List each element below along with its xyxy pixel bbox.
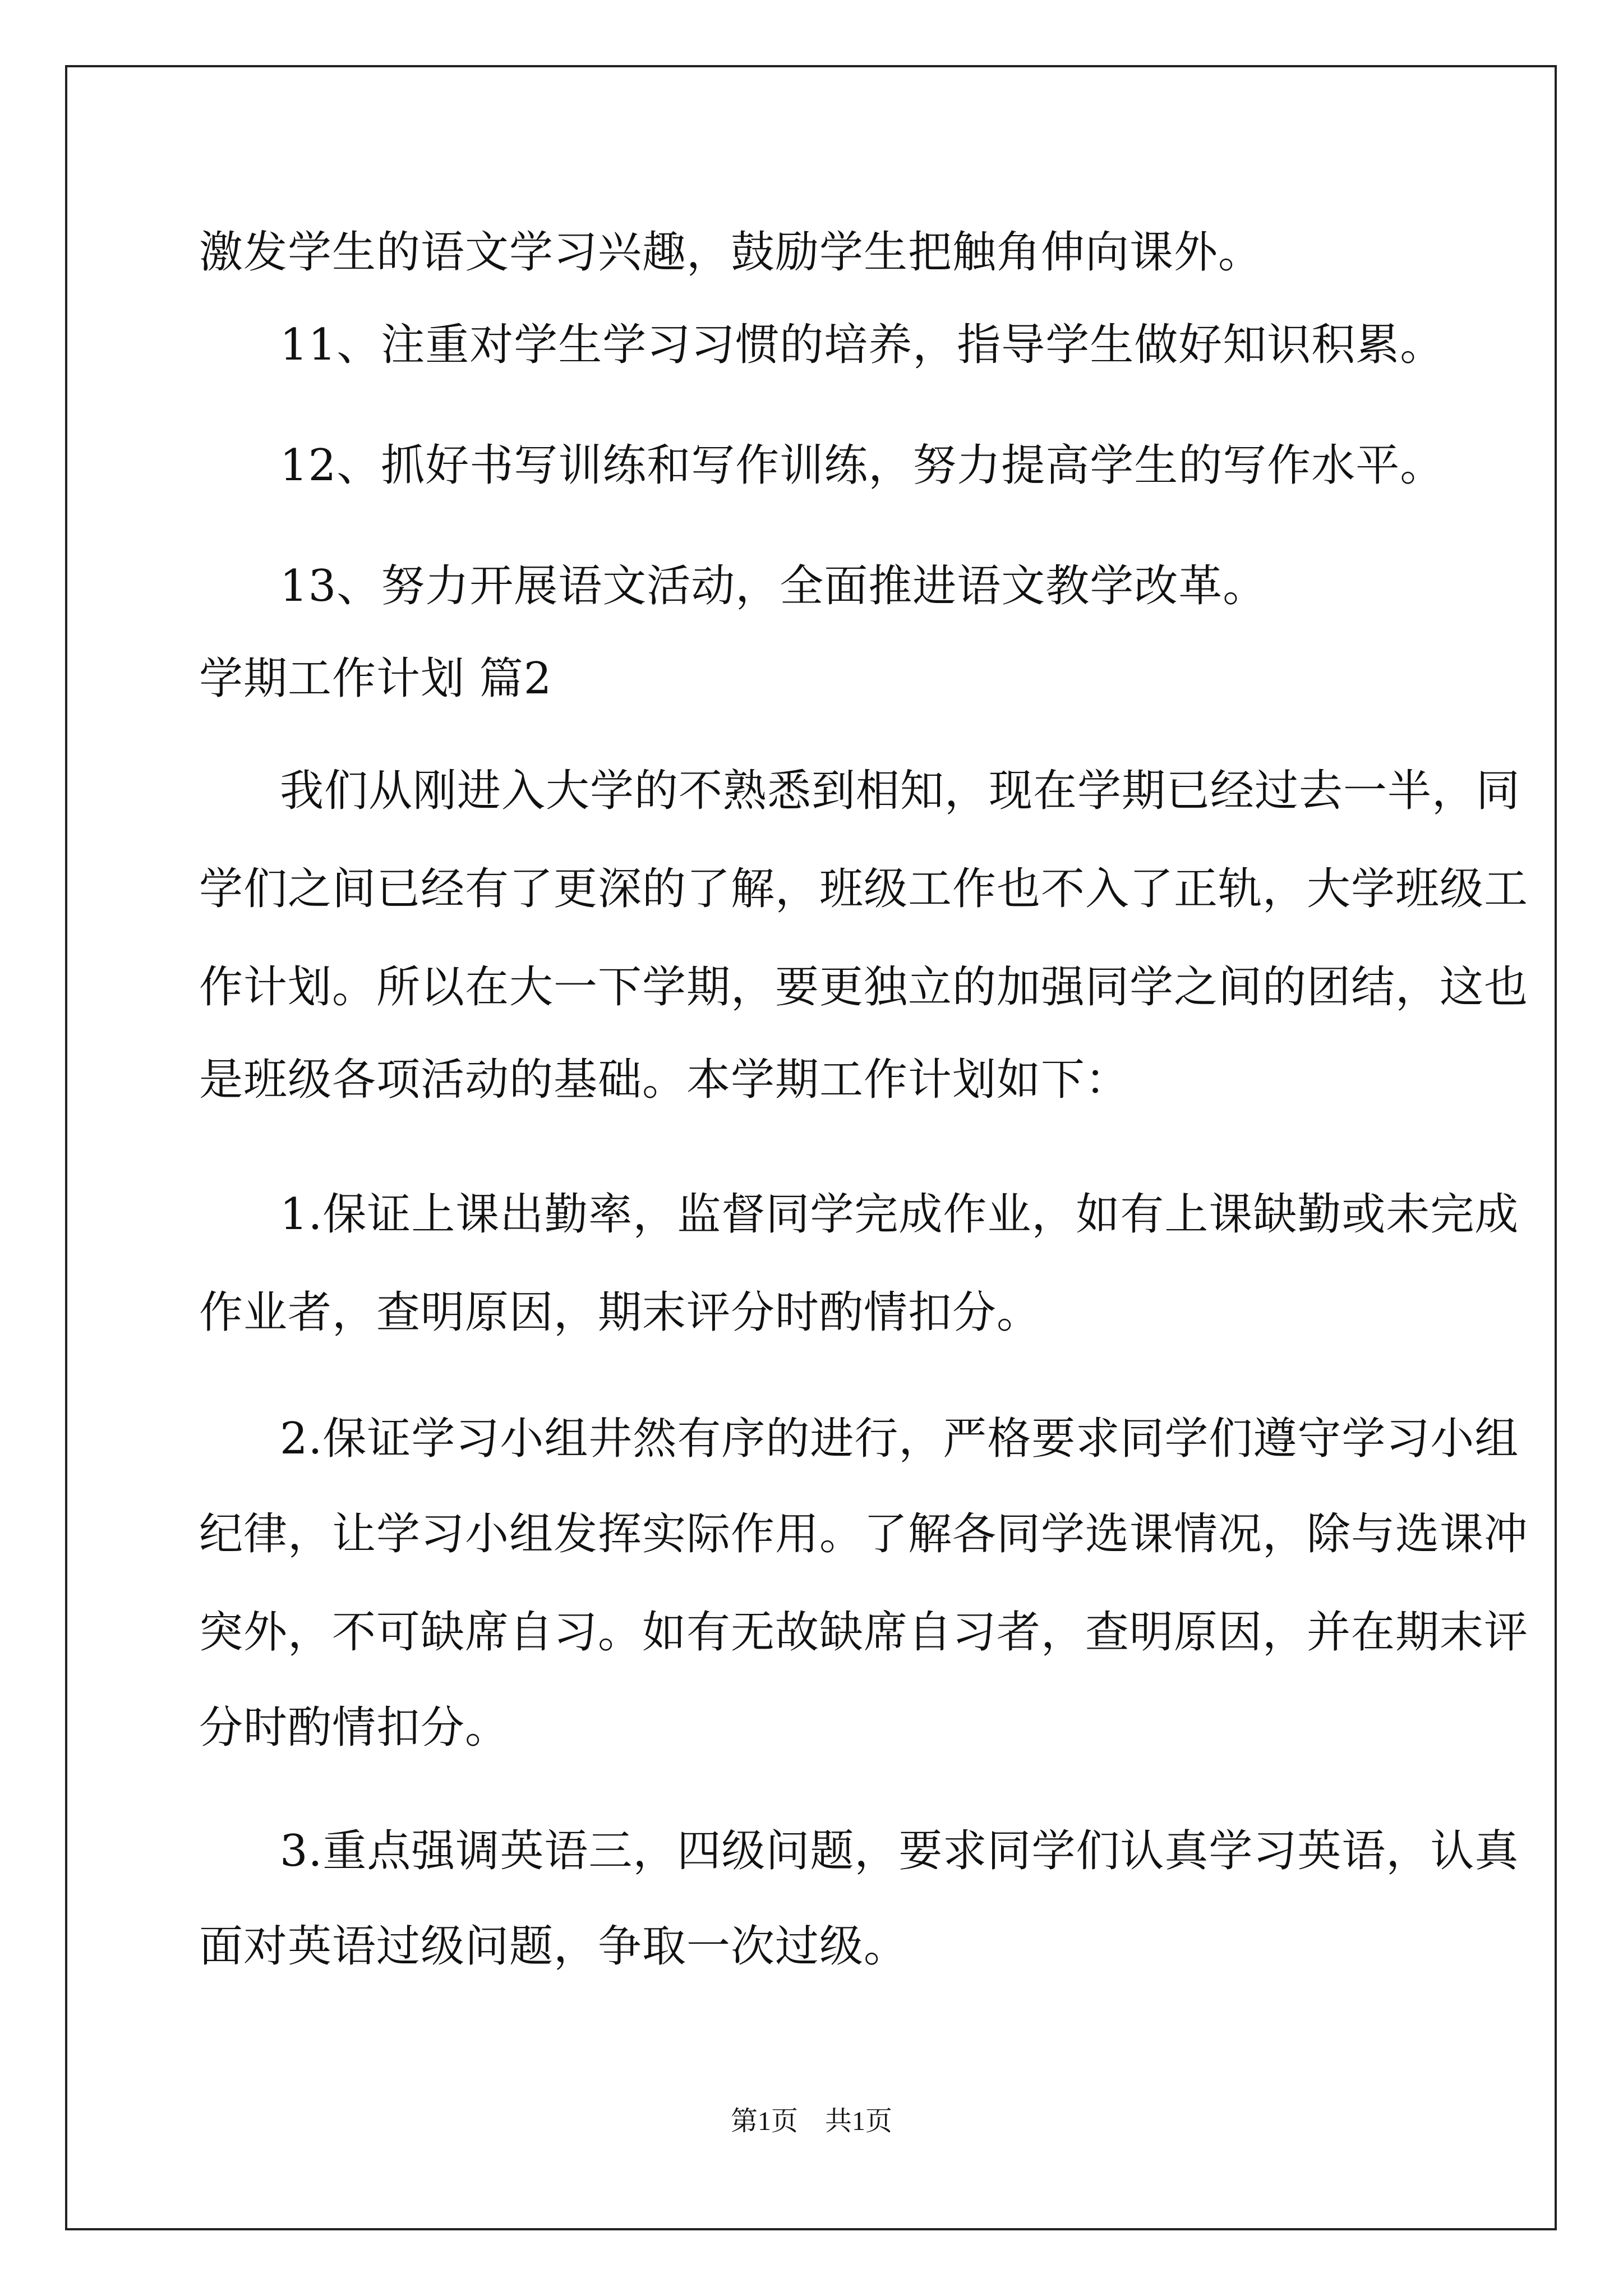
paragraph-line: 2.保证学习小组井然有序的进行，严格要求同学们遵守学习小组: [280, 1414, 1519, 1464]
paragraph-line: 3.重点强调英语三，四级问题，要求同学们认真学习英语，认真: [280, 1826, 1519, 1876]
page-footer: 第1页 共1页: [730, 2106, 892, 2136]
paragraph-line: 纪律，让学习小组发挥实际作用。了解各同学选课情况，除与选课冲: [199, 1509, 1529, 1559]
paragraph-line: 作计划。所以在大一下学期，要更独立的加强同学之间的团结，这也: [199, 962, 1529, 1013]
paragraph-line: 面对英语过级问题，争取一次过级。: [199, 1921, 909, 1972]
paragraph-line: 分时酌情扣分。: [199, 1703, 510, 1753]
list-item-13: 13、努力开展语文活动，全面推进语文教学改革。: [280, 561, 1267, 611]
paragraph-line: 我们从刚进入大学的不熟悉到相知，现在学期已经过去一半，同: [280, 766, 1521, 816]
paragraph-line: 突外，不可缺席自习。如有无故缺席自习者，查明原因，并在期末评: [199, 1607, 1529, 1658]
page-border: [65, 65, 1557, 2230]
paragraph-line: 是班级各项活动的基础。本学期工作计划如下：: [199, 1055, 1130, 1105]
list-item-12: 12、抓好书写训练和写作训练，努力提高学生的写作水平。: [280, 440, 1445, 491]
text-line: 激发学生的语文学习兴趣，鼓励学生把触角伸向课外。: [199, 227, 1263, 278]
list-item-11: 11、注重对学生学习习惯的培养，指导学生做好知识积累。: [280, 320, 1445, 370]
paragraph-line: 学们之间已经有了更深的了解，班级工作也不入了正轨，大学班级工: [199, 864, 1529, 914]
paragraph-line: 1.保证上课出勤率，监督同学完成作业，如有上课缺勤或未完成: [280, 1189, 1519, 1240]
section-heading: 学期工作计划 篇2: [199, 654, 552, 704]
paragraph-line: 作业者，查明原因，期末评分时酌情扣分。: [199, 1287, 1041, 1338]
